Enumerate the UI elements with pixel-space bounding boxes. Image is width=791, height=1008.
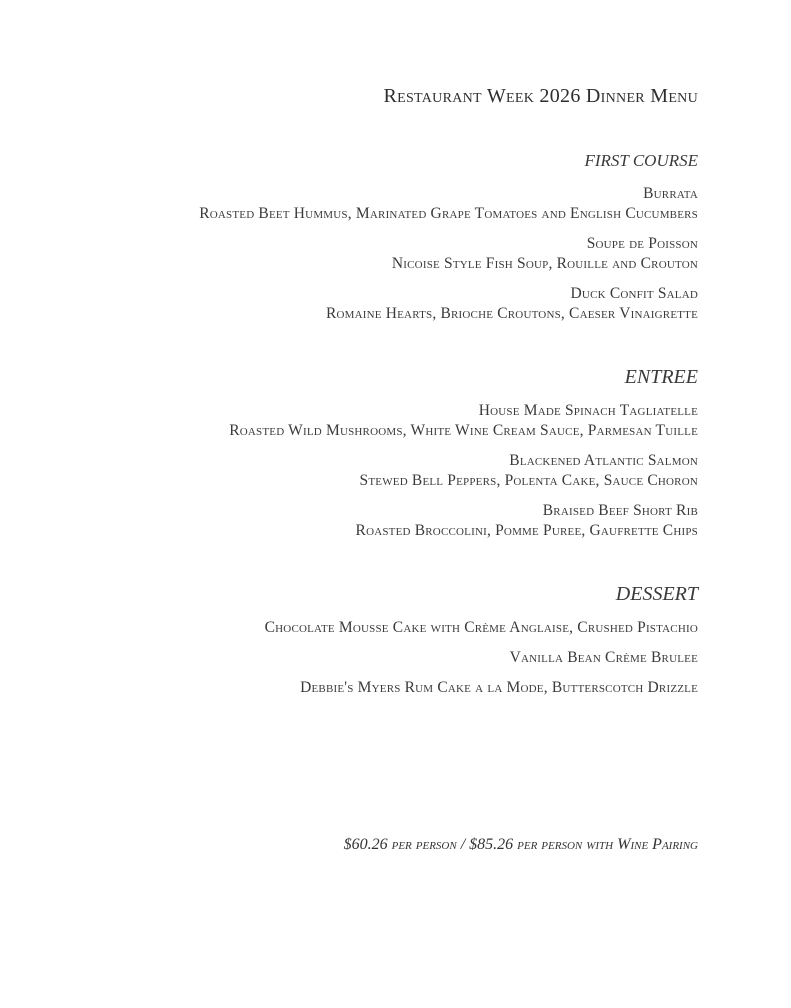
dessert-item-name: Vanilla Bean Crème Brulee — [509, 649, 698, 666]
first-course-item-description: Roasted Beet Hummus, Marinated Grape Tomatoes and English Cucumbers — [199, 205, 698, 222]
first-course-item-description: Nicoise Style Fish Soup, Rouille and Crouton — [391, 255, 698, 272]
price-line: $60.26 per person / $85.26 per person with Wine Pairing — [343, 836, 698, 853]
entree-item-name: Blackened Atlantic Salmon — [509, 452, 698, 469]
first-course-item-name: Soupe de Poisson — [586, 235, 698, 252]
first-course-item-name: Duck Confit Salad — [570, 285, 698, 302]
entree-heading: ENTREE — [624, 366, 698, 388]
entree-item-description: Stewed Bell Peppers, Polenta Cake, Sauce Choron — [359, 472, 698, 489]
first-course-item-description: Romaine Hearts, Brioche Croutons, Caeser Vinaigrette — [325, 305, 698, 322]
entree-item-description: Roasted Broccolini, Pomme Puree, Gaufrette Chips — [355, 522, 698, 539]
first-course-item-name: Burrata — [643, 185, 698, 202]
entree-item-name: Braised Beef Short Rib — [542, 502, 698, 519]
dessert-item-name: Chocolate Mousse Cake with Crème Anglaise, Crushed Pistachio — [264, 619, 698, 636]
dessert-heading: DESSERT — [615, 583, 698, 605]
dessert-item-name: Debbie's Myers Rum Cake a la Mode, Butterscotch Drizzle — [300, 679, 698, 696]
menu-title: Restaurant Week 2026 Dinner Menu — [383, 85, 698, 107]
entree-item-description: Roasted Wild Mushrooms, White Wine Cream Sauce, Parmesan Tuille — [229, 422, 698, 439]
entree-item-name: House Made Spinach Tagliatelle — [478, 402, 698, 419]
first-course-heading: FIRST COURSE — [584, 151, 698, 170]
